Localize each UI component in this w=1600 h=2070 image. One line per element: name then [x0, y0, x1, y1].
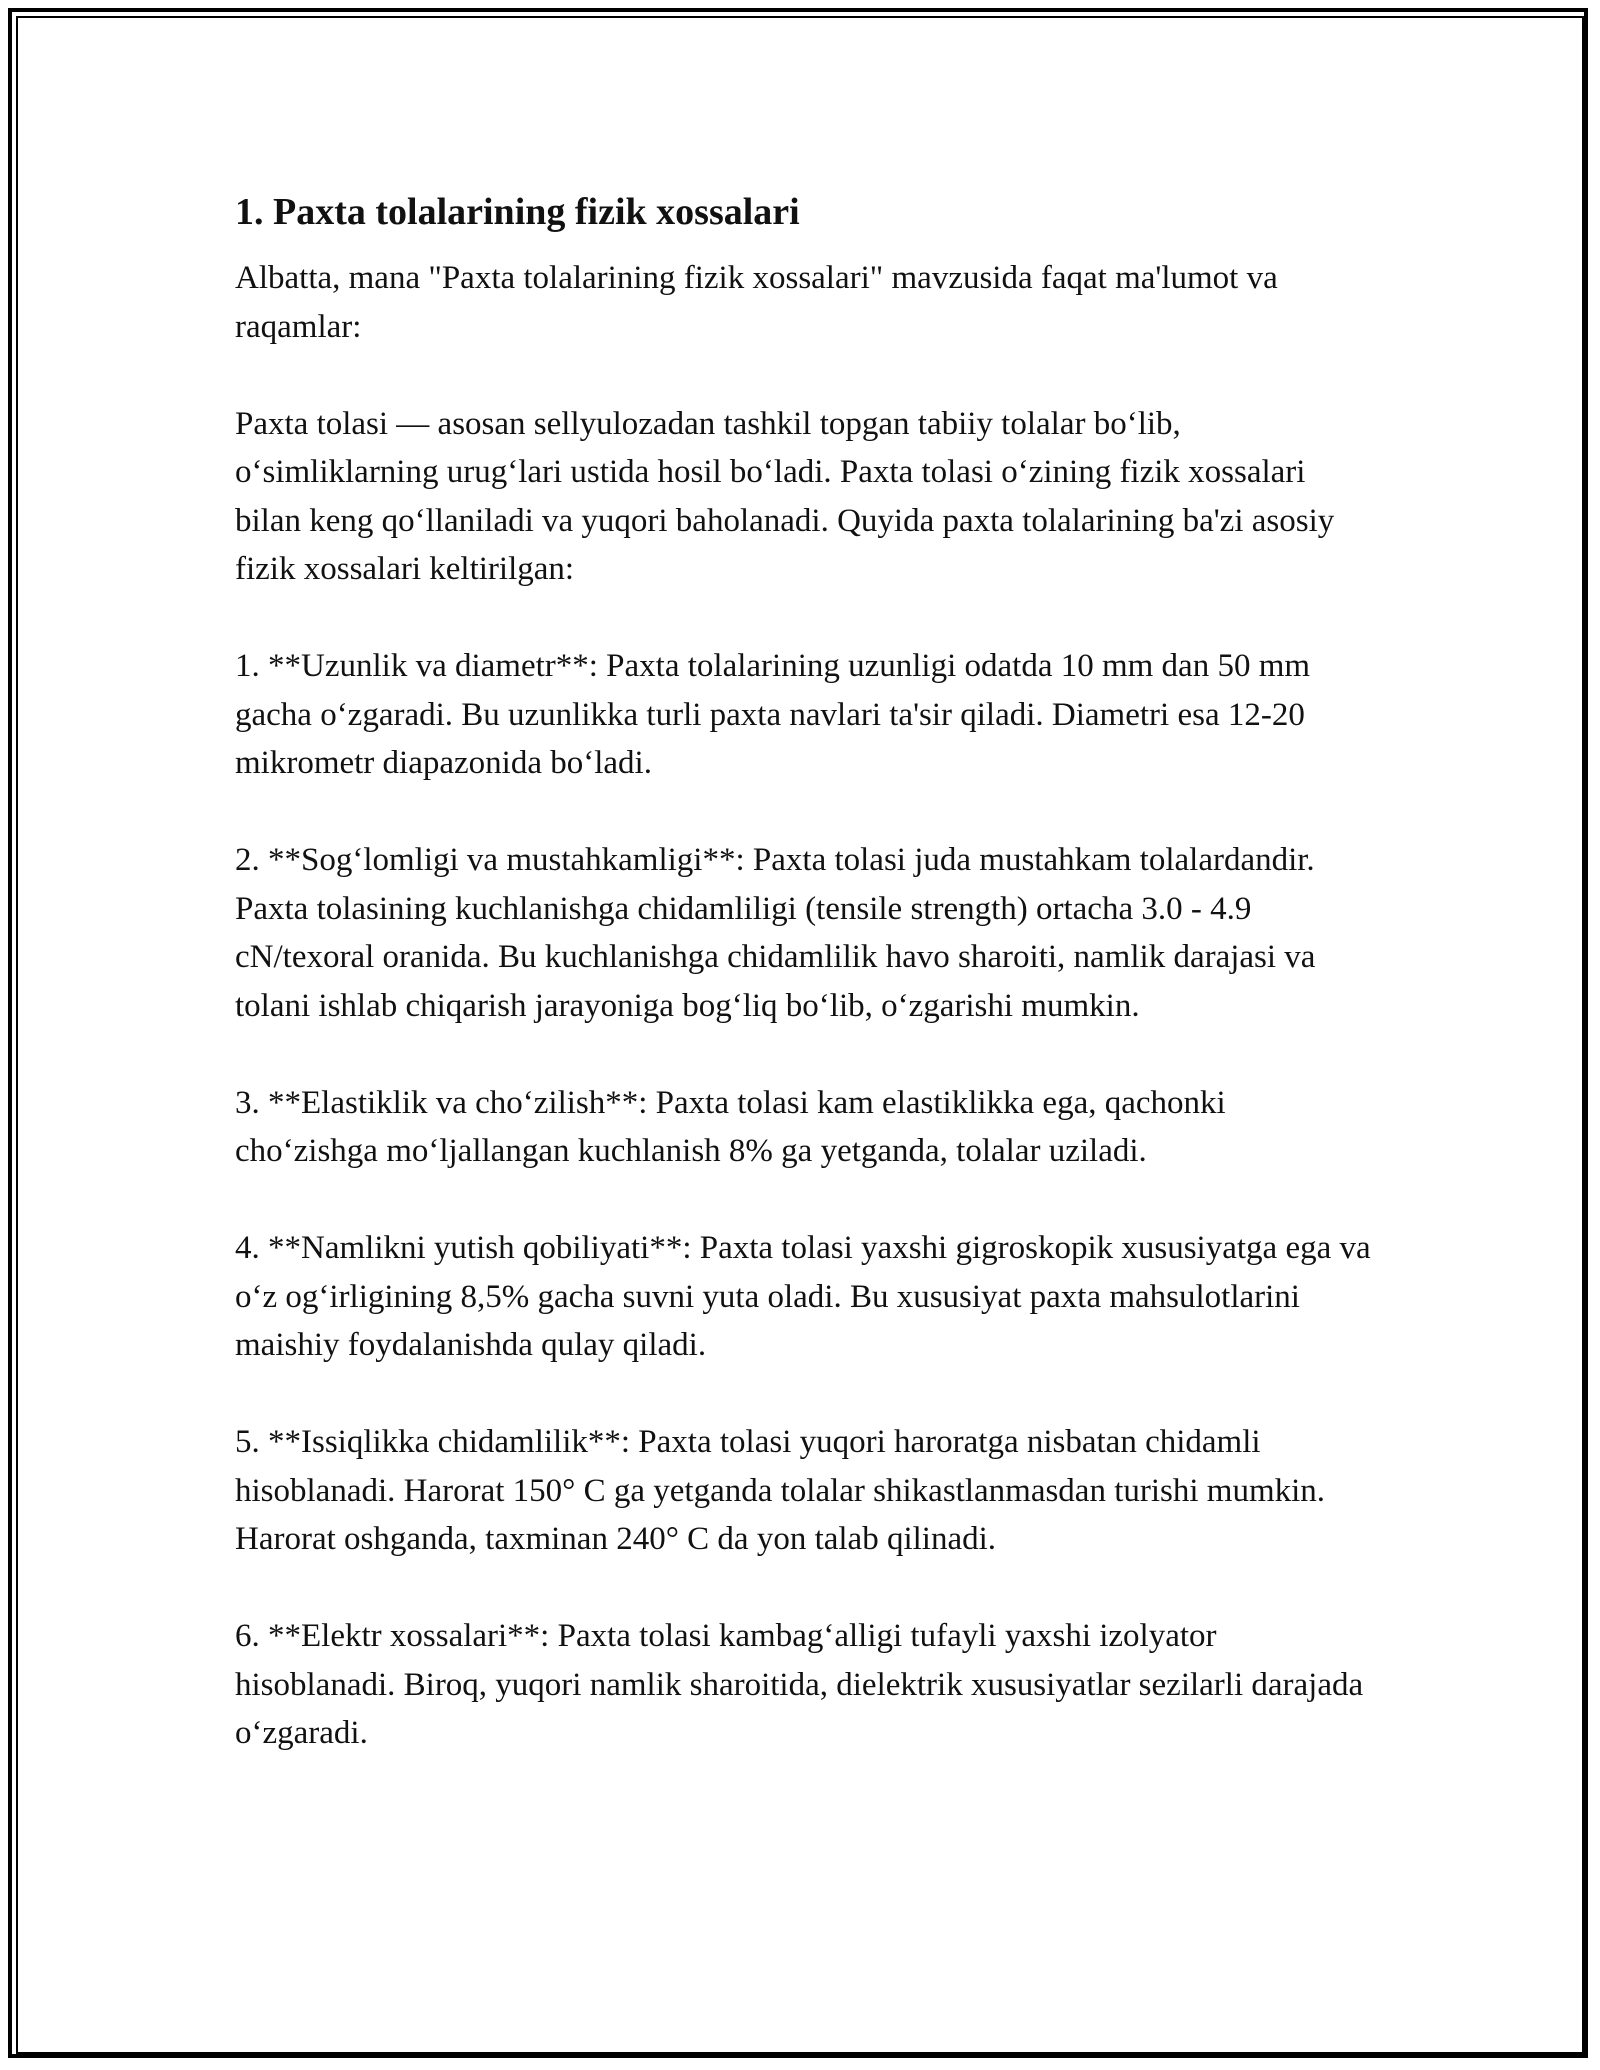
property-elasticity: 3. **Elastiklik va cho‘zilish**: Paxta tolasi kam elastiklikka ega, qachonki cho‘zishga mo‘ljallangan kuchlanish 8% ga yetganda, tolalar uziladi. [235, 1084, 1226, 1169]
property-length-diameter: 1. **Uzunlik va diametr**: Paxta tolalarining uzunligi odatda 10 mm dan 50 mm gacha o‘zgaradi. Bu uzunlikka turli paxta navlari ta'sir qiladi. Diametri esa 12-20 mikrometr diapazonida bo‘ladi. [235, 648, 1311, 781]
property-moisture-absorption: 4. **Namlikni yutish qobiliyati**: Paxta tolasi yaxshi gigroskopik xususiyatga ega va o‘z og‘irligining 8,5% gacha suvni yuta oladi. Bu xususiyat paxta mahsulotlarini maishiy foydalanishda qulay qiladi. [235, 1230, 1371, 1363]
document-body [235, 188, 1375, 1806]
document-title: 1. Paxta tolalarining fizik xossalari [235, 191, 800, 233]
property-strength: 2. **Sog‘lomligi va mustahkamligi**: Paxta tolasi juda mustahkam tolalardandir. Paxta tolasining kuchlanishga chidamliligi (tensile strength) ortacha 3.0 - 4.9 cN/texoral oranida. Bu kuchlanishga chidamlilik havo sharoiti, namlik darajasi va tolani ishlab chiqarish jarayoniga bog‘liq bo‘lib, o‘zgarishi mumkin. [235, 842, 1316, 1024]
intro-paragraph: Albatta, mana "Paxta tolalarining fizik xossalari" mavzusida faqat ma'lumot va raqamlar: [235, 260, 1278, 345]
property-electrical: 6. **Elektr xossalari**: Paxta tolasi kambag‘alligi tufayli yaxshi izolyator hisoblanadi. Biroq, yuqori namlik sharoitida, dielektrik xususiyatlar sezilarli darajada o‘zgaradi. [235, 1618, 1364, 1751]
property-heat-resistance: 5. **Issiqlikka chidamlilik**: Paxta tolasi yuqori haroratga nisbatan chidamli hisoblanadi. Harorat 150° C ga yetganda tolalar shikastlanmasdan turishi mumkin. Harorat oshganda, taxminan 240° C da yon talab qilinadi. [235, 1424, 1326, 1557]
overview-paragraph: Paxta tolasi — asosan sellyulozadan tashkil topgan tabiiy tolalar bo‘lib, o‘simliklarning urug‘lari ustida hosil bo‘ladi. Paxta tolasi o‘zining fizik xossalari bilan keng qo‘llaniladi va yuqori baholanadi. Quyida paxta tolalarining ba'zi asosiy fizik xossalari keltirilgan: [235, 405, 1335, 587]
